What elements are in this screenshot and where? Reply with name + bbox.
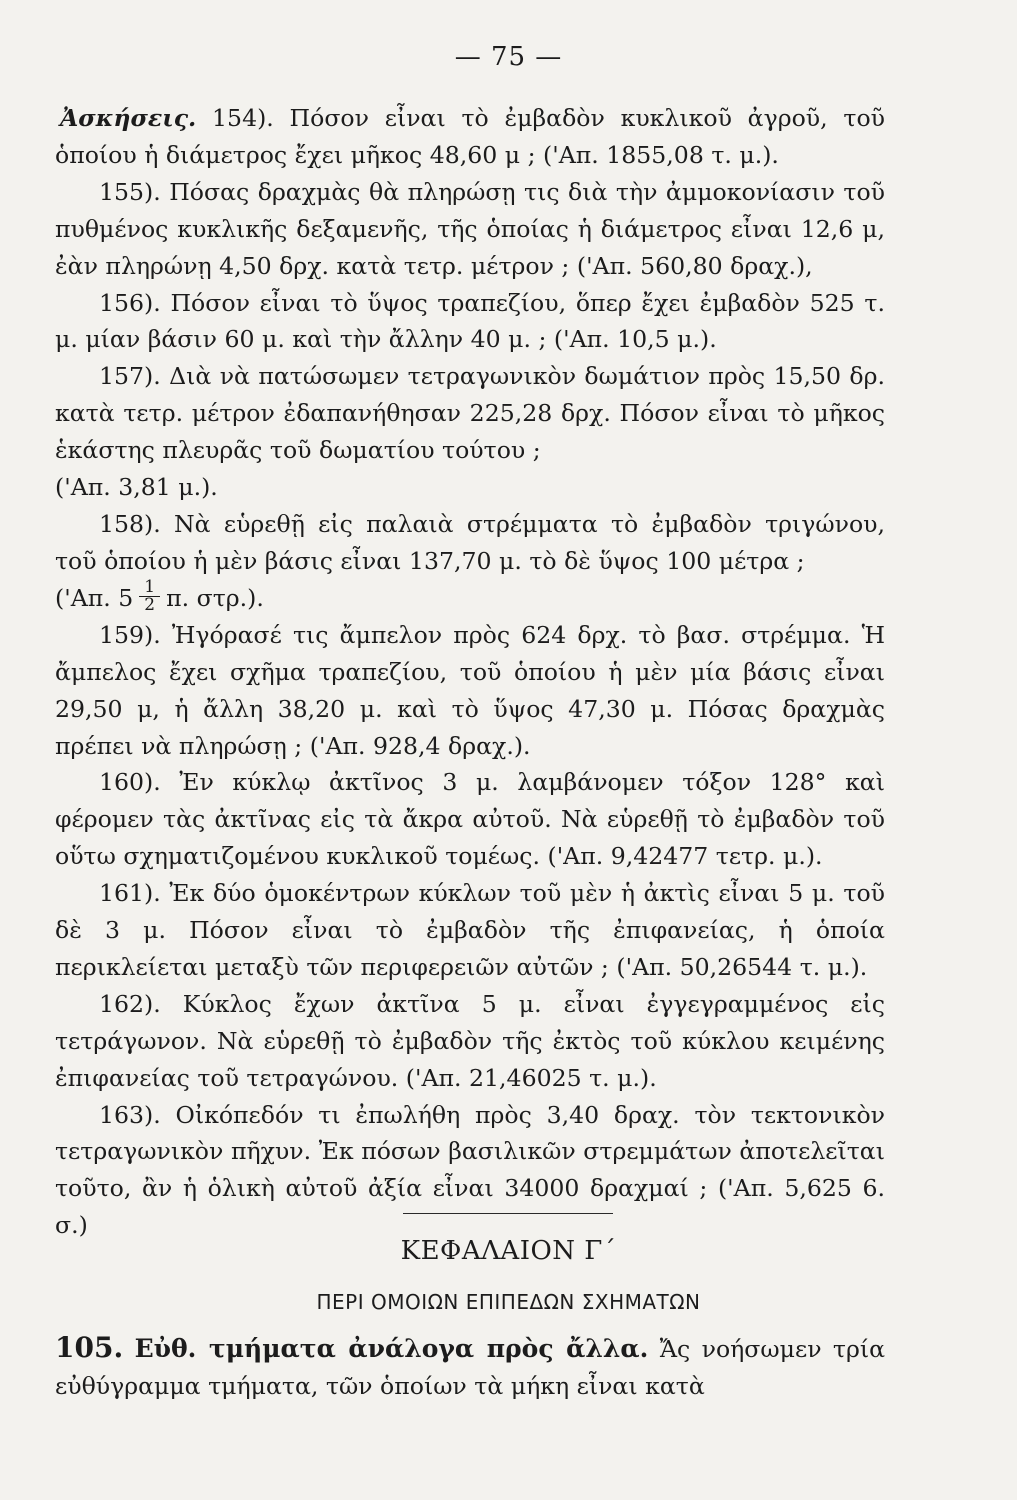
exercise-158: 158). Νὰ εὑρεθῇ εἰς παλαιὰ στρέμματα τὸ ἐμβαδὸν τριγώνου, τοῦ ὁποίου ἡ μὲν βάσις εἶναι 137,70 μ. τὸ δὲ ὕψος 100 μέτρα ; [55,509,885,575]
fraction [139,576,160,615]
paragraph-heading: Εὐθ. τμήματα ἀνάλογα πρὸς ἄλλα. [134,1334,649,1363]
section-divider [403,1213,613,1214]
exercise-text: 157). Διὰ νὰ πατώσωμεν τετραγωνικὸν δωμάτιον πρὸς 15,50 δρ. κατὰ τετρ. μέτρον ἐδαπανήθησαν 225,28 δρχ. Πόσον εἶναι τὸ μῆκος ἑκάστης πλευρᾶς τοῦ δωματίου τούτου ; [55,362,885,465]
paragraph-number: 105. [55,1331,124,1364]
section-title: ΠΕΡΙ ΟΜΟΙΩΝ ΕΠΙΠΕΔΩΝ ΣΧΗΜΑΤΩΝ [316,1290,701,1314]
exercise-157 [55,358,885,469]
page-number: — 75 — [454,42,563,72]
exercise-159: 159). Ἠγόρασέ τις ἄμπελον πρὸς 624 δρχ. τὸ βασ. στρέμμα. Ἡ ἄμπελος ἔχει σχῆμα τραπεζίου, τοῦ ὁποίου ἡ μὲν μία βάσις εἶναι 29,50 μ, ἡ ἄλλη 38,20 μ. καὶ τὸ ὕψος 47,30 μ. Πόσας δραχμὰς πρέπει νὰ πληρώσῃ ; ('Απ. 928,4 δραχ.). [55,620,885,760]
exercise-156: 156). Πόσον εἶναι τὸ ὕψος τραπεζίου, ὅπερ ἔχει ἐμβαδὸν 525 τ. μ. μίαν βάσιν 60 μ. καὶ τὴν ἄλλην 40 μ. ; ('Απ. 10,5 μ.). [55,288,885,354]
exercise-157-answer: ('Απ. 3,81 μ.). [55,473,218,502]
exercises-label: Ἀσκήσεις. [60,104,197,132]
answer-suffix: π. στρ.). [166,583,264,612]
exercise-155: 155). Πόσας δραχμὰς θὰ πληρώσῃ τις διὰ τὴν ἀμμοκονίασιν τοῦ πυθμένος κυκλικῆς δεξαμενῆς, τῆς ὁποίας ἡ διάμετρος εἶναι 12,6 μ, ἐὰν πληρώνῃ 4,50 δρχ. κατὰ τετρ. μέτρον ; ('Απ. 560,80 δραχ.), [55,177,885,280]
answer-prefix: ('Απ. 5 [55,583,134,612]
exercise-162: 162). Κύκλος ἔχων ἀκτῖνα 5 μ. εἶναι ἐγγεγραμμένος εἰς τετράγωνον. Νὰ εὑρεθῇ τὸ ἐμβαδὸν τῆς ἐκτὸς τοῦ κύκλου κειμένης ἐπιφανείας τοῦ τετραγώνου. ('Απ. 21,46025 τ. μ.). [55,989,885,1092]
exercise-160: 160). Ἐν κύκλῳ ἀκτῖνος 3 μ. λαμβάνομεν τόξον 128° καὶ φέρομεν τὰς ἀκτῖνας εἰς τὰ ἄκρα αὐτοῦ. Νὰ εὑρεθῇ τὸ ἐμβαδὸν τοῦ οὕτω σχηματιζομένου κυκλικοῦ τομέως. ('Απ. 9,42477 τετρ. μ.). [55,768,885,871]
exercise-text: 154). Πόσον εἶναι τὸ ἐμβαδὸν κυκλικοῦ ἀγροῦ, τοῦ ὁποίου ἡ διάμετρος ἔχει μῆκος 48,60 μ ; ('Απ. 1855,08 τ. μ.). [55,104,885,169]
exercise-163: 163). Οἰκόπεδόν τι ἐπωλήθη πρὸς 3,40 δραχ. τὸν τεκτονικὸν τετραγωνικὸν πῆχυν. Ἐκ πόσων βασιλικῶν στρεμμάτων ἀποτελεῖται τοῦτο, ἂν ἡ ὁλικὴ αὐτοῦ ἀξία εἶναι 34000 δραχμαί ; ('Απ. 5,625 6. σ.) [55,1100,885,1240]
exercise-158-answer [55,576,885,617]
exercises-block [55,100,885,1244]
paragraph-text: Ἄς νοήσωμεν τρία εὐθύγραμμα τμήματα, τῶν ὁποίων τὰ μήκη εἶναι κατὰ [55,1335,886,1400]
paragraph-105 [55,1330,885,1405]
chapter-title: ΚΕΦΑΛΑΙΟΝ Γ΄ [400,1236,617,1266]
fraction-denominator: 2 [144,594,156,615]
fraction-numerator: 1 [139,579,160,597]
exercise-154 [55,100,885,174]
exercise-161: 161). Ἐκ δύο ὁμοκέντρων κύκλων τοῦ μὲν ἡ ἀκτὶς εἶναι 5 μ. τοῦ δὲ 3 μ. Πόσον εἶναι τὸ ἐμβαδὸν τῆς ἐπιφανείας, ἡ ὁποία περικλείεται μεταξὺ τῶν περιφερειῶν αὐτῶν ; ('Απ. 50,26544 τ. μ.). [55,879,885,981]
